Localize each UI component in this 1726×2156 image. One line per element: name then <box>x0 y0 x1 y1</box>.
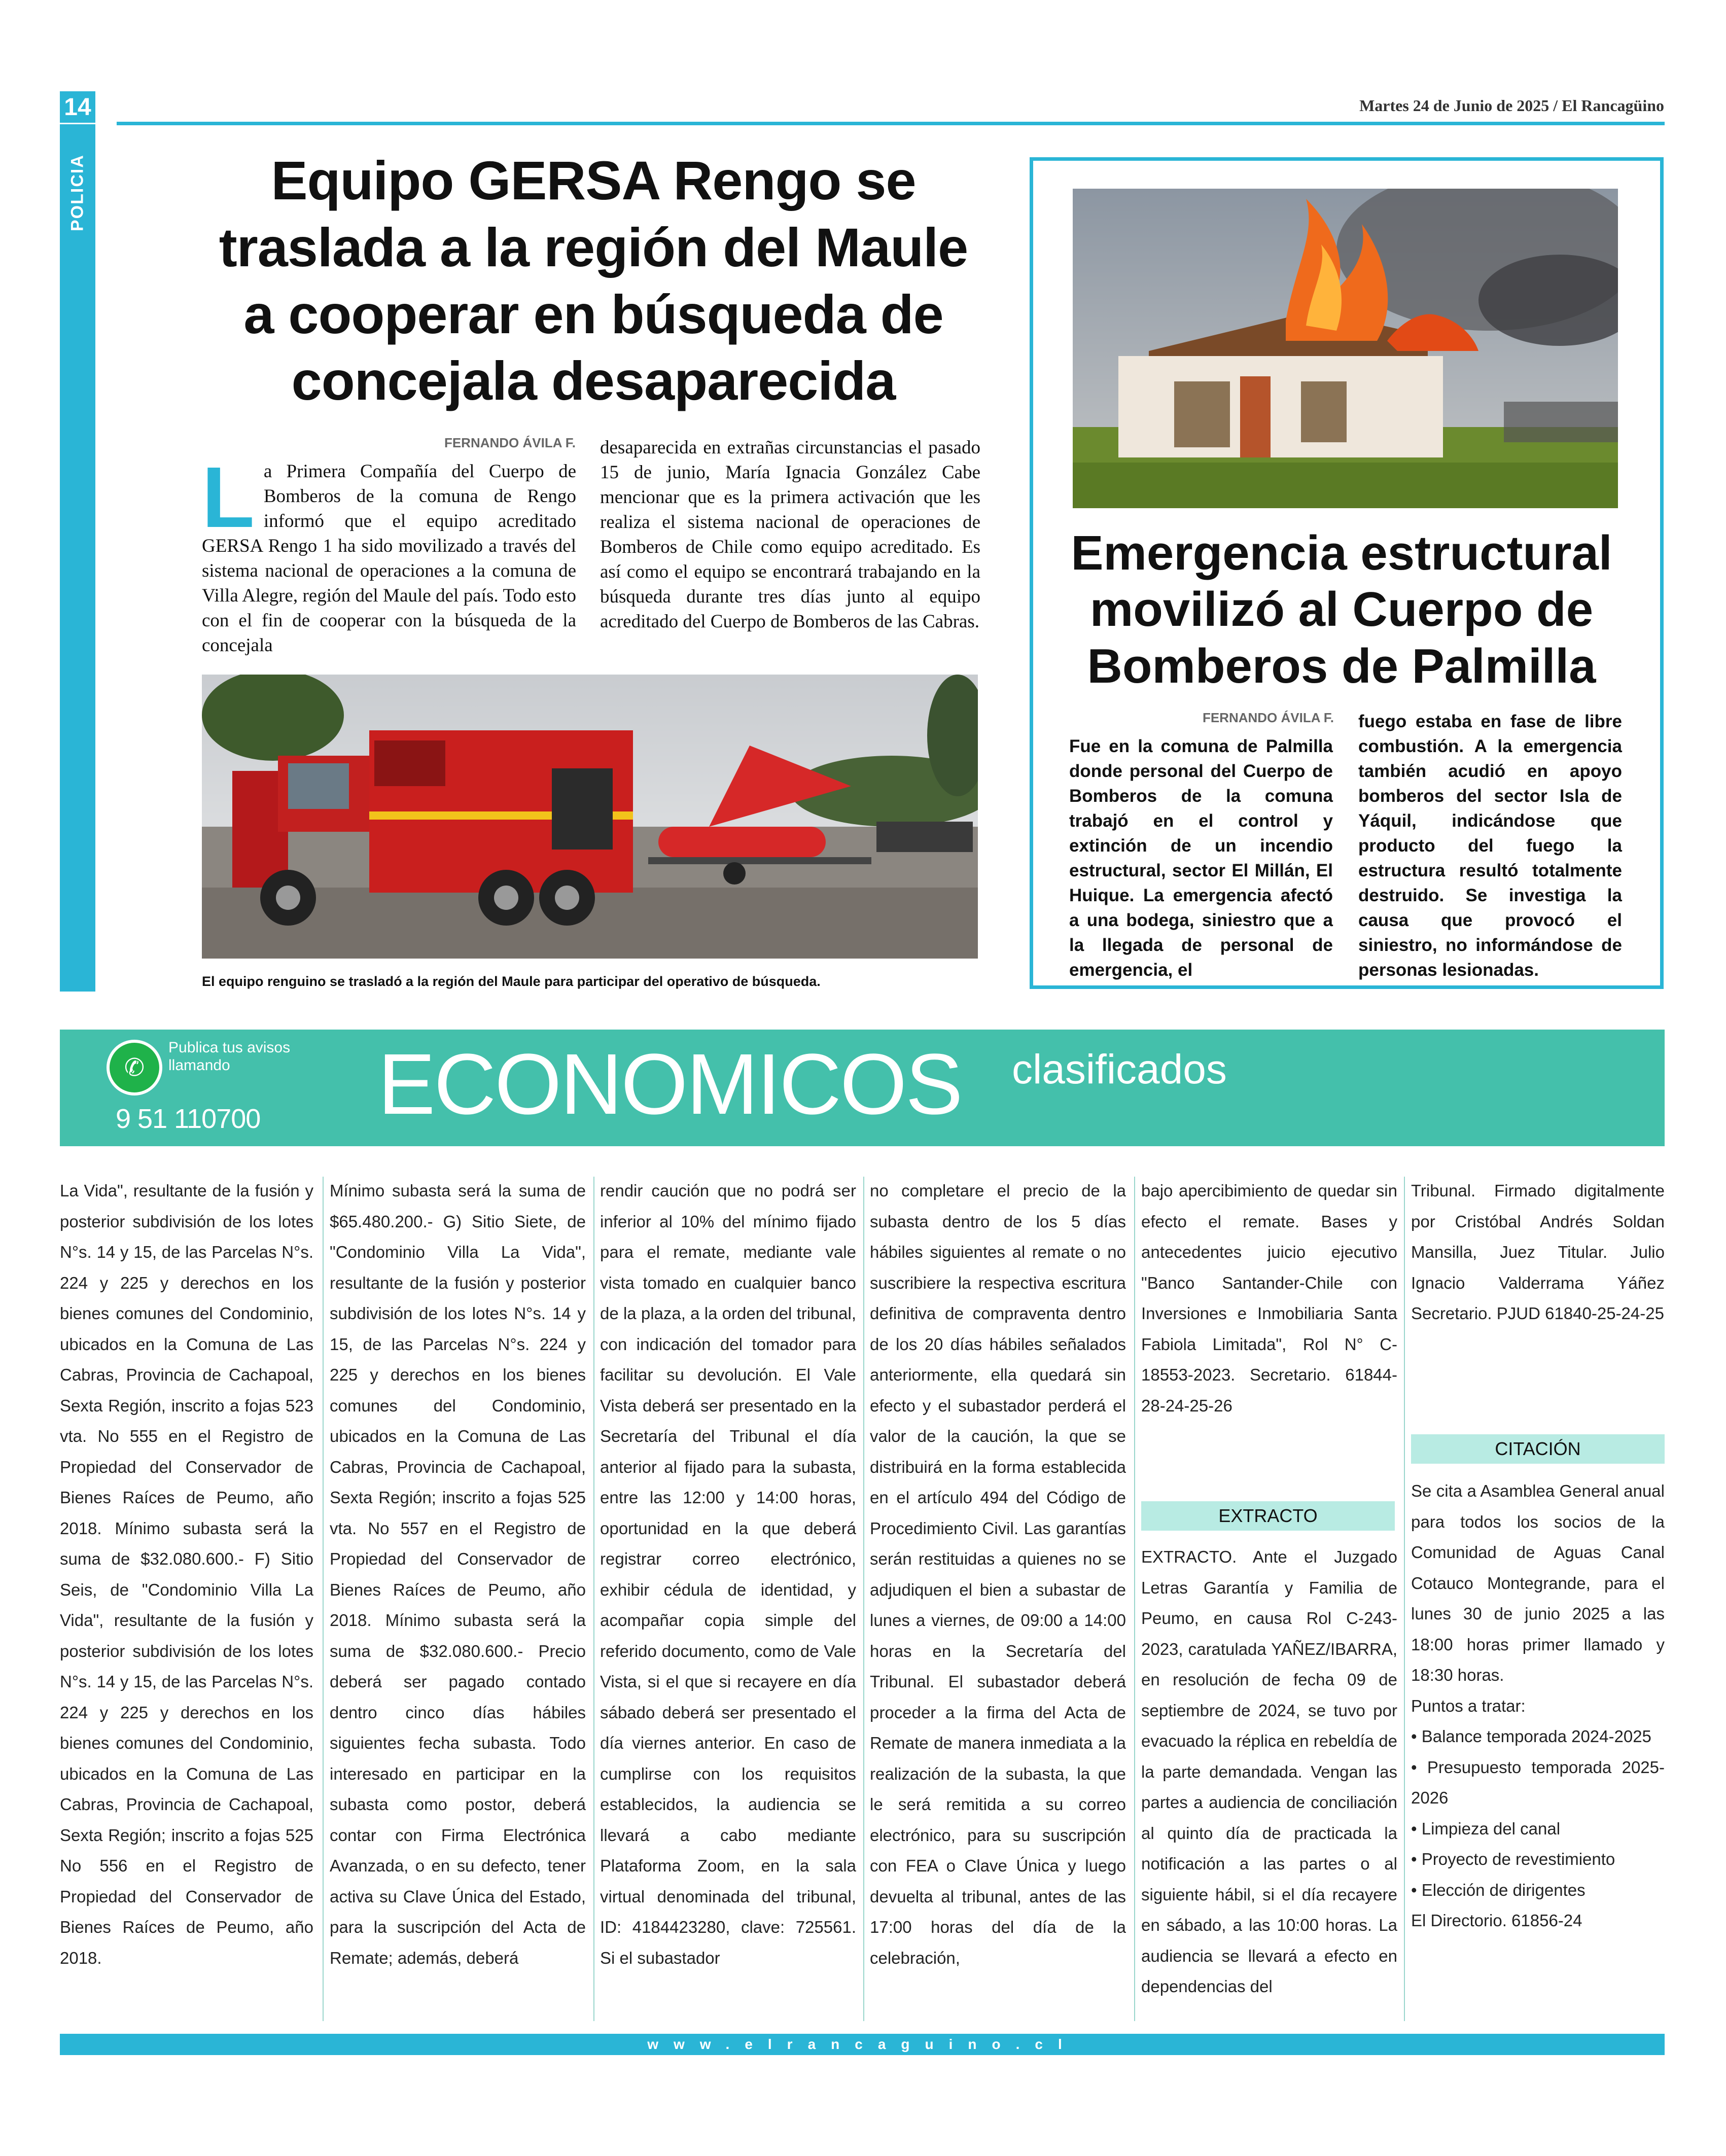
drop-cap: L <box>202 449 255 546</box>
main-article-byline: FERNANDO ÁVILA F. <box>444 435 576 450</box>
list-item: • Balance temporada 2024-2025 <box>1411 1721 1665 1752</box>
header-rule <box>117 122 1665 125</box>
main-article-col2: desaparecida en extrañas circunstancias el pasado 15 de junio, María Ignacia González Cabe mencionar que es la primera activación que les realiza el sistema nacional de operaciones de Bomberos de Chile como equipo acreditado. Es así como el equipo se encontrará trabajando en la búsqueda durante tres días junto al equipo acreditado del Cuerpo de Bomberos de las Cabras. <box>600 437 980 632</box>
column-rule <box>1404 1177 1405 2021</box>
list-item: • Presupuesto temporada 2025-2026 <box>1411 1752 1665 1814</box>
citacion-sign: El Directorio. 61856-24 <box>1411 1911 1582 1930</box>
citacion-points-label: Puntos a tratar: <box>1411 1696 1526 1715</box>
burning-house-photo <box>1073 189 1618 508</box>
classified-col-5-bottom: EXTRACTO. Ante el Juzgado Letras Garantía y Familia de Peumo, en causa Rol C-243-2023, caratulada YAÑEZ/IBARRA, en resolución de fecha 09 de septiembre de 2024, se tuvo por evacuado la réplica en rebeldía de la parte demandada. Vengan las partes a audiencia de conciliación al quinto día de practicada la notificación a las partes o al siguiente hábil, si el día recayere en sábado, a las 10:00 horas. La audiencia se llevará a efecto en dependencias del <box>1141 1547 1397 1996</box>
main-article-title: Equipo GERSA Rengo se traslada a la región del Maule a cooperar en búsqueda de concejala desaparecida <box>219 150 968 412</box>
classified-col-2: Mínimo subasta será la suma de $65.480.200.- G) Sitio Siete, de "Condominio Villa La Vida", resultante de la fusión y posterior subdivisión de los lotes N°s. 14 y 15, de las Parcelas N°s. 224 y 225 y derechos en los bienes comunes del Condominio, ubicados en la Comuna de Las Cabras, Provincia de Cachapoal, Sexta Región; inscrito a fojas 525 vta. No 557 en el Registro de Propiedad del Conservador de Bienes Raíces de Peumo, año 2018. Mínimo subasta será la suma de $32.080.600.- Precio deberá ser pagado contado dentro cinco días hábiles siguientes fecha subasta. Todo interesado en participar en la subasta como postor, deberá contar con Firma Electrónica Avanzada, o en su defecto, tener activa su Clave Única del Estado, para la suscripción del Acta de Remate; además, deberá <box>330 1181 586 1967</box>
section-label: POLICIA <box>67 154 87 231</box>
list-item: • Proyecto de revestimiento <box>1411 1844 1665 1875</box>
classified-col-3: rendir caución que no podrá ser inferior al 10% del mínimo fijado para el remate, mediante vale vista tomado en cualquier banco de la plaza, a la orden del tribunal, con indicación del tomador para facilitar su devolución. El Vale Vista deberá ser presentado en la Secretaría del Tribunal el día anterior al fijado para la subasta, entre las 12:00 y 14:00 horas, oportunidad en la que deberá registrar correo electrónico, exhibir cédula de identidad, y acompañar copia simple del referido documento, como de Vale Vista, si el que si recayere en día sábado deberá ser presentado el día viernes anterior. En caso de cumplirse con los requisitos establecidos, la audiencia se llevará a cabo mediante Plataforma Zoom, en la sala virtual denominada del tribunal, ID: 4184423280, clave: 725561. Si el subastador <box>600 1181 856 1967</box>
list-item: • Elección de dirigentes <box>1411 1875 1665 1906</box>
citacion-intro: Se cita a Asamblea General anual para todos los socios de la Comunidad de Aguas Canal Cotauco Montegrande, para el lunes 30 de junio 2025 a las 18:00 horas primer llamado y 18:30 horas. <box>1411 1481 1665 1684</box>
footer-url[interactable]: www.elrancaguino.cl <box>60 2034 1665 2055</box>
fire-truck-illustration <box>202 675 978 959</box>
whatsapp-text: Publica tus avisos llamando <box>168 1039 291 1074</box>
citacion-points <box>1411 1721 1665 1905</box>
classified-col-5-top: bajo apercibimiento de quedar sin efecto el remate. Bases y antecedentes juicio ejecutivo "Banco Santander-Chile con Inversiones e Inmobiliaria Santa Fabiola Limitada", Rol N° C-18553-2023. Secretario. 61844-28-24-25-26 <box>1141 1181 1397 1415</box>
classified-col-6-body <box>1411 1476 1665 2023</box>
photo-caption: El equipo renguino se trasladó a la región del Maule para participar del operativo de búsqueda. <box>202 974 821 989</box>
classified-col-1: La Vida", resultante de la fusión y posterior subdivisión de los lotes N°s. 14 y 15, de las Parcelas N°s. 224 y 225 y derechos en los bienes comunes del Condominio, ubicados en la Comuna de Las Cabras, Provincia de Cachapoal, Sexta Región, inscrito a fojas 523 vta. No 555 en el Registro de Propiedad del Conservador de Bienes Raíces de Peumo, año 2018. Mínimo subasta será la suma de $32.080.600.- F) Sitio Seis, de "Condominio Villa La Vida", resultante de la fusión y posterior subdivisión de los lotes N°s. 14 y 15, de las Parcelas N°s. 224 y 225 y derechos en los bienes comunes del Condominio, ubicados en la Comuna de Las Cabras, Provincia de Cachapoal, Sexta Región; inscrito a fojas 525 No 556 en el Registro de Propiedad del Conservador de Bienes Raíces de Peumo, año 2018. <box>60 1181 313 1967</box>
side-article-col2: fuego estaba en fase de libre combustión. A la emergencia también acudió en apoyo bomberos del sector Isla de Yáquil, indicándose que producto del fuego la estructura resultó totalmente destruido. Se investiga la causa que provocó el siniestro, no informándose de personas lesionadas. <box>1358 712 1622 980</box>
extracto-header: EXTRACTO <box>1141 1501 1395 1531</box>
list-item: • Limpieza del canal <box>1411 1814 1665 1845</box>
whatsapp-icon: ✆ <box>107 1040 162 1095</box>
side-article-title: Emergencia estructural movilizó al Cuerpo de Bomberos de Palmilla <box>1071 526 1612 693</box>
column-rule <box>323 1177 324 2021</box>
header-date: Martes 24 de Junio de 2025 / El Rancagüino <box>1359 96 1664 115</box>
banner-subtitle: clasificados <box>1012 1046 1227 1092</box>
page-number: 14 <box>60 91 95 123</box>
side-article-byline: FERNANDO ÁVILA F. <box>1202 710 1334 725</box>
fire-truck-photo <box>202 675 978 959</box>
whatsapp-phone: 9 51 110700 <box>116 1104 261 1134</box>
main-article-col1: La Primera Compañía del Cuerpo de Bomberos de la comuna de Rengo informó que el equipo acreditado GERSA Rengo 1 ha sido movilizado a través del sistema nacional de operaciones a la comuna de Villa Alegre, región del Maule del país. Todo esto con el fin de cooperar con la búsqueda de la concejala <box>202 449 576 656</box>
citacion-header: CITACIÓN <box>1411 1434 1665 1464</box>
classified-col-6-top: Tribunal. Firmado digitalmente por Cristóbal Andrés Soldan Mansilla, Juez Titular. Julio Ignacio Valderrama Yáñez Secretario. PJUD 61840-25-24-25 <box>1411 1181 1665 1323</box>
burning-house-illustration <box>1073 189 1618 508</box>
column-rule <box>863 1177 864 2021</box>
column-rule <box>1134 1177 1135 2021</box>
banner-title: ECONOMICOS <box>378 1036 962 1133</box>
column-rule <box>593 1177 594 2021</box>
side-article-col1: Fue en la comuna de Palmilla donde personal del Cuerpo de Bomberos de la comuna trabajó en el control y extinción de un incendio estructural, sector El Millán, El Huique. La emergencia afectó a una bodega, siniestro que a la llegada de personal de emergencia, el <box>1069 736 1333 980</box>
section-bar <box>60 124 95 992</box>
classified-col-4: no completare el precio de la subasta dentro de los 5 días hábiles siguientes al remate o no suscribiere la respectiva escritura definitiva de compraventa dentro de los 20 días hábiles señalados anteriormente, ella quedará sin efecto y el subastador perderá el valor de la caución, la que se distribuirá en la forma establecida en el artículo 494 del Código de Procedimiento Civil. Las garantías serán restituidas a quienes no se adjudiquen el bien a subastar de lunes a viernes, de 09:00 a 14:00 horas en la Secretaría del Tribunal. El subastador deberá proceder a la firma del Acta de Remate de manera inmediata a la realización de la subasta, la que le será remitida a su correo electrónico, para su suscripción con FEA o Clave Única y luego devuelta al tribunal, antes de las 17:00 horas del día de la celebración, <box>870 1181 1126 1967</box>
